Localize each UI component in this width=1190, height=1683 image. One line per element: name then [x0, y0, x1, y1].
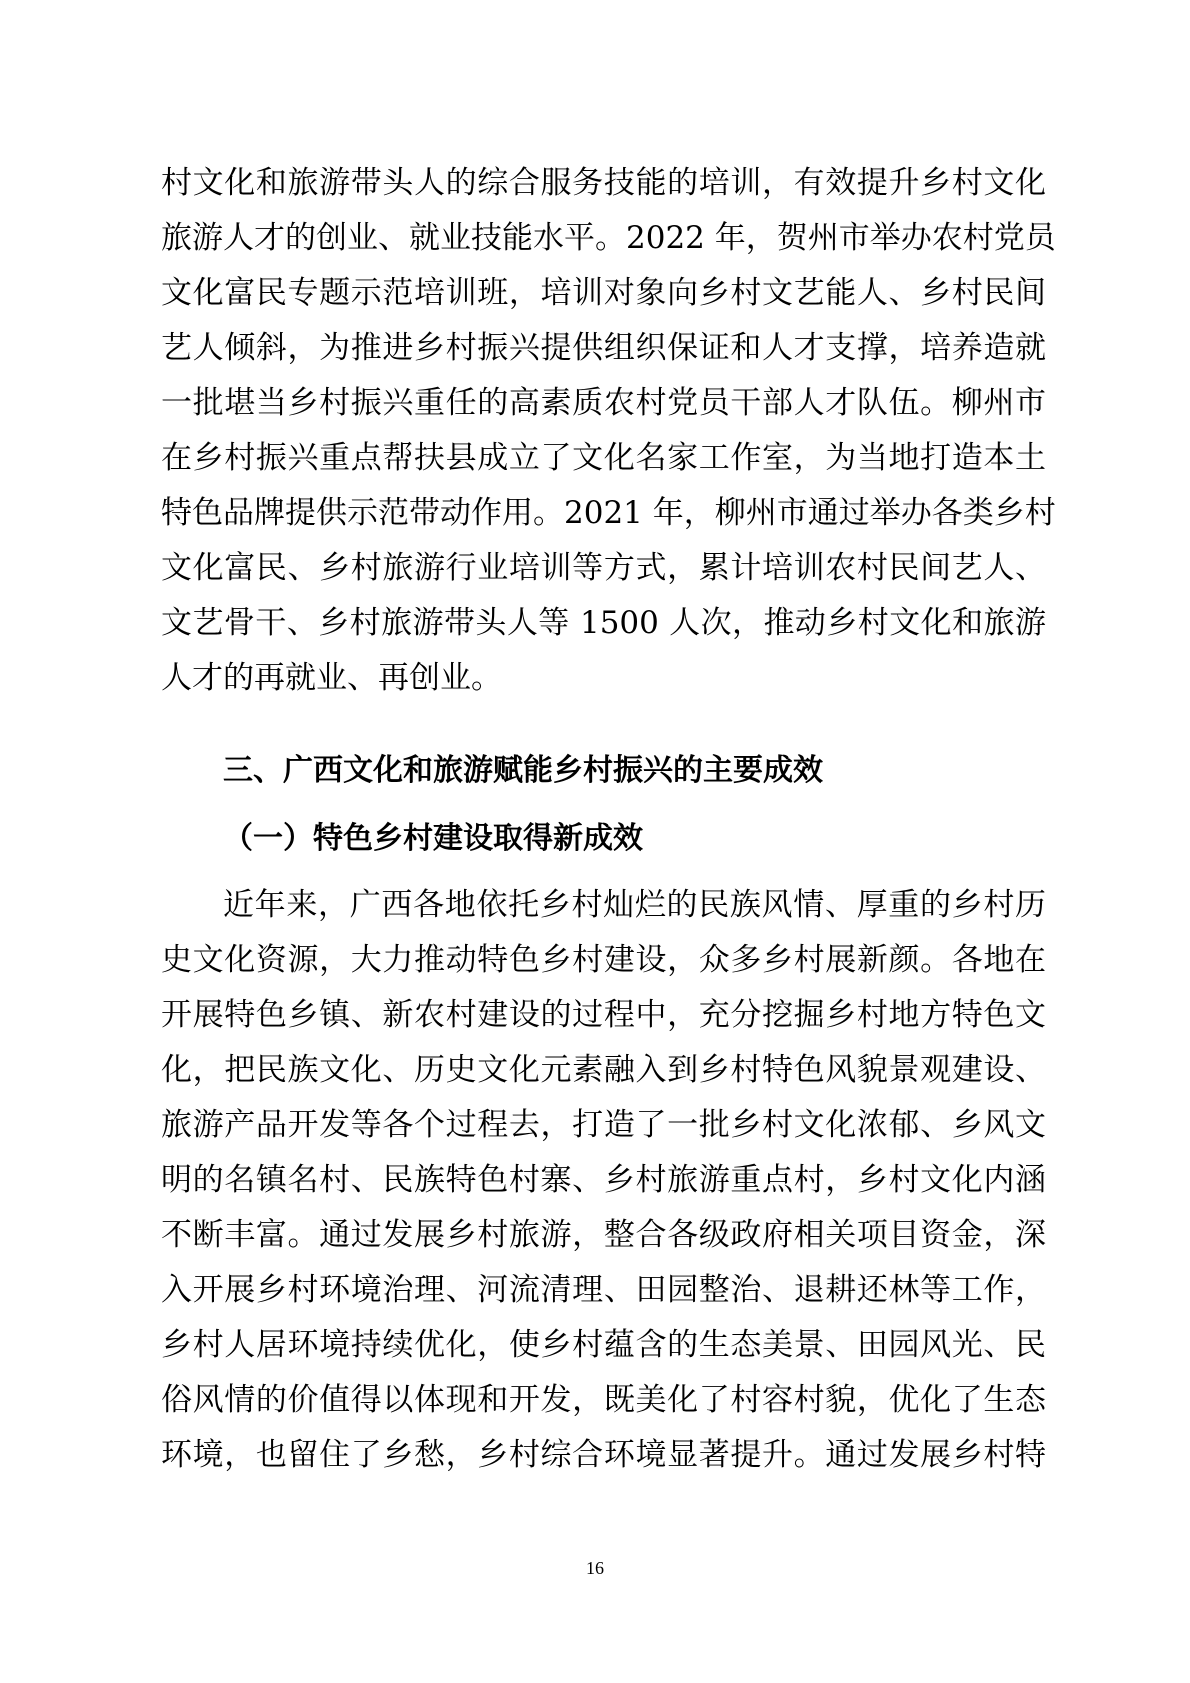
paragraph-2-line-1: 近年来，广西各地依托乡村灿烂的民族风情、厚重的乡村历: [223, 887, 1046, 923]
paragraph-2-line-4: 化，把民族文化、历史文化元素融入到乡村特色风貌景观建设、: [161, 1052, 1046, 1088]
subsection-heading: （一）特色乡村建设取得新成效: [223, 821, 643, 856]
paragraph-2-line-5: 旅游产品开发等各个过程去，打造了一批乡村文化浓郁、乡风文: [161, 1107, 1046, 1143]
paragraph-2-line-7: 不断丰富。通过发展乡村旅游，整合各级政府相关项目资金，深: [161, 1217, 1046, 1253]
paragraph-1-line-3: 文化富民专题示范培训班，培训对象向乡村文艺能人、乡村民间: [161, 275, 1046, 311]
page-number: 16: [586, 1558, 604, 1578]
paragraph-2-line-11: 环境，也留住了乡愁，乡村综合环境显著提升。通过发展乡村特: [161, 1437, 1046, 1473]
paragraph-1-line-7: 特色品牌提供示范带动作用。2021 年，柳州市通过举办各类乡村: [161, 495, 1056, 531]
paragraph-1-line-10: 人才的再就业、再创业。: [161, 660, 502, 696]
section-heading: 三、广西文化和旅游赋能乡村振兴的主要成效: [223, 753, 823, 788]
paragraph-2-line-10: 俗风情的价值得以体现和开发，既美化了村容村貌，优化了生态: [161, 1382, 1046, 1418]
paragraph-2-line-2: 史文化资源，大力推动特色乡村建设，众多乡村展新颜。各地在: [161, 942, 1046, 978]
paragraph-1-line-8: 文化富民、乡村旅游行业培训等方式，累计培训农村民间艺人、: [161, 550, 1046, 586]
paragraph-1-line-6: 在乡村振兴重点帮扶县成立了文化名家工作室，为当地打造本土: [161, 440, 1046, 476]
paragraph-1-line-9: 文艺骨干、乡村旅游带头人等 1500 人次，推动乡村文化和旅游: [161, 605, 1046, 641]
paragraph-2-line-8: 入开展乡村环境治理、河流清理、田园整治、退耕还林等工作，: [161, 1272, 1046, 1308]
paragraph-1-line-2: 旅游人才的创业、就业技能水平。2022 年，贺州市举办农村党员: [161, 220, 1056, 256]
paragraph-2-line-9: 乡村人居环境持续优化，使乡村蕴含的生态美景、田园风光、民: [161, 1327, 1046, 1363]
paragraph-2-line-6: 明的名镇名村、民族特色村寨、乡村旅游重点村，乡村文化内涵: [161, 1162, 1046, 1198]
paragraph-1-line-4: 艺人倾斜，为推进乡村振兴提供组织保证和人才支撑，培养造就: [161, 330, 1046, 366]
paragraph-1-line-1: 村文化和旅游带头人的综合服务技能的培训，有效提升乡村文化: [161, 165, 1046, 201]
paragraph-1-line-5: 一批堪当乡村振兴重任的高素质农村党员干部人才队伍。柳州市: [161, 385, 1046, 421]
paragraph-2-line-3: 开展特色乡镇、新农村建设的过程中，充分挖掘乡村地方特色文: [161, 997, 1046, 1033]
